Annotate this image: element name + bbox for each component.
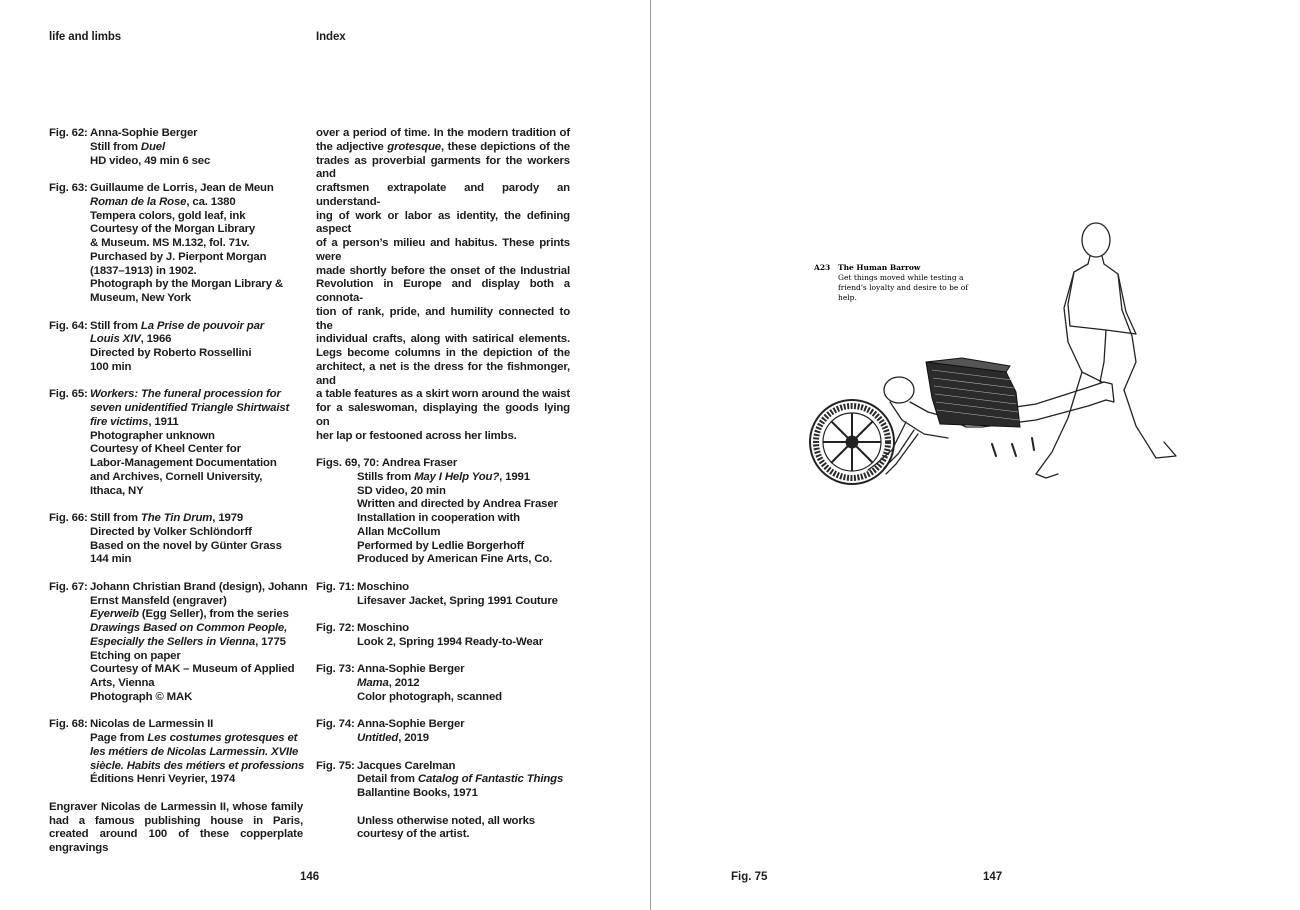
entry-details bbox=[90, 320, 303, 375]
entry-line bbox=[357, 581, 570, 595]
entry-line bbox=[90, 732, 304, 746]
text-run: fire victims bbox=[90, 415, 149, 428]
text-run: Revolution in Europe and display both a connota- bbox=[316, 278, 570, 304]
entry-line bbox=[90, 402, 303, 416]
text-run: Photograph by the Morgan Library & bbox=[90, 278, 283, 291]
text-run: Written and directed by Andrea Fraser bbox=[357, 498, 558, 511]
text-run: 100 min bbox=[90, 360, 132, 373]
text-run: (Egg Seller), from the series bbox=[138, 608, 289, 621]
text-run: Stills from bbox=[357, 470, 415, 483]
text-run: a table features as a skirt worn around the waist bbox=[316, 388, 570, 401]
text-run: Duel bbox=[140, 140, 165, 153]
figure-label bbox=[49, 512, 90, 567]
figure-number: Fig. 66: bbox=[49, 512, 88, 524]
text-run: Look 2, Spring 1994 Ready-to-Wear bbox=[357, 635, 543, 648]
entry-details bbox=[357, 581, 570, 609]
entry-line bbox=[90, 608, 308, 622]
text-run: 144 min bbox=[90, 553, 132, 566]
figure-number: Figs. 69, 70: bbox=[316, 457, 380, 469]
figure-number: Fig. 73: bbox=[316, 663, 355, 676]
text-run: Based on the novel by Günter Grass bbox=[90, 539, 282, 552]
index-entry bbox=[316, 760, 570, 801]
text-run: , 1991 bbox=[499, 470, 530, 483]
paragraph-line bbox=[316, 265, 570, 279]
index-column-1 bbox=[49, 127, 308, 870]
paragraph-line bbox=[316, 430, 570, 444]
text-run: Roman de la Rose bbox=[90, 195, 187, 208]
text-run: Moschino bbox=[357, 580, 409, 593]
entry-line bbox=[90, 155, 303, 169]
text-run: over a period of time. In the modern tradition of bbox=[316, 127, 570, 139]
index-entry bbox=[316, 581, 570, 609]
entry-details bbox=[357, 760, 570, 801]
text-run: Detail from bbox=[357, 773, 418, 786]
standing-man-drawing bbox=[1036, 223, 1176, 478]
text-run: Les costumes grotesques et bbox=[147, 732, 298, 744]
figure-label bbox=[316, 457, 570, 471]
text-run: craftsmen extrapolate and parody an understand- bbox=[316, 182, 570, 208]
entry-line bbox=[90, 278, 303, 292]
text-run: of a person’s milieu and habitus. These prints were bbox=[316, 237, 570, 263]
text-run: Courtesy of MAK – Museum of Applied bbox=[90, 663, 295, 676]
entry-line bbox=[357, 595, 570, 609]
index-entry bbox=[49, 580, 308, 705]
text-run: The Tin Drum bbox=[140, 512, 213, 524]
entry-details bbox=[90, 182, 303, 306]
entry-line bbox=[357, 677, 570, 691]
figure-label bbox=[316, 581, 357, 609]
text-run: Especially the Sellers in Vienna bbox=[90, 635, 256, 648]
figure-number: Fig. 75: bbox=[316, 759, 355, 772]
entry-line bbox=[357, 760, 570, 774]
text-run: , 1775 bbox=[255, 635, 286, 648]
text-run: Catalog of Fantastic Things bbox=[417, 773, 564, 786]
figure-label bbox=[49, 581, 90, 705]
text-run: Color photograph, scanned bbox=[357, 690, 502, 703]
text-run: made shortly before the onset of the Industrial bbox=[316, 264, 570, 277]
paragraph-line bbox=[316, 306, 570, 334]
entry-line bbox=[90, 223, 303, 237]
index-entry bbox=[316, 718, 570, 746]
text-run: individual crafts, along with satirical elements. bbox=[316, 333, 570, 346]
text-run: Anna-Sophie Berger bbox=[357, 663, 465, 676]
figure-number: Fig. 67: bbox=[49, 580, 88, 593]
index-entry bbox=[316, 457, 570, 567]
entry-line bbox=[90, 265, 303, 279]
figure-label bbox=[316, 718, 357, 746]
entry-line bbox=[357, 471, 570, 485]
text-run: (1837–1913) in 1902. bbox=[90, 264, 197, 277]
entry-line bbox=[90, 512, 303, 526]
entry-line bbox=[357, 485, 570, 499]
entry-line bbox=[90, 388, 303, 402]
paragraph-line bbox=[316, 210, 570, 238]
text-run: ing of work or labor as identity, the defining aspect bbox=[316, 209, 570, 236]
illustration-title: The Human Barrow bbox=[838, 263, 921, 272]
figure-label bbox=[316, 622, 357, 650]
entry-line bbox=[90, 210, 303, 224]
text-run: the adjective bbox=[316, 140, 388, 153]
entry-line bbox=[90, 333, 303, 347]
figure-number: Fig. 65: bbox=[49, 388, 88, 401]
text-run: and Archives, Cornell University, bbox=[90, 470, 263, 483]
running-head-title: life and limbs bbox=[49, 31, 122, 43]
index-paragraph-continued bbox=[316, 127, 570, 443]
text-run: Courtesy of the Morgan Library bbox=[90, 223, 256, 236]
text-run: Directed by Roberto Rossellini bbox=[90, 347, 252, 359]
text-run: Directed by Volker Schlöndorff bbox=[90, 525, 252, 538]
entry-details bbox=[90, 512, 303, 567]
paragraph-line bbox=[316, 141, 570, 155]
entry-line bbox=[90, 485, 303, 499]
figure-label bbox=[49, 182, 90, 306]
illustration-caption-line: Get things moved while testing a bbox=[838, 273, 964, 282]
wheel-drawing bbox=[810, 400, 894, 484]
figure-label bbox=[49, 320, 90, 375]
text-run: , 1966 bbox=[140, 333, 172, 346]
text-run: , 1911 bbox=[148, 415, 179, 428]
text-run: Ithaca, NY bbox=[90, 484, 144, 497]
text-run: , 1979 bbox=[212, 512, 244, 524]
text-run: Tempera colors, gold leaf, ink bbox=[90, 209, 246, 222]
text-run: seven unidentified Triangle Shirtwaist bbox=[90, 402, 290, 414]
text-run: Éditions Henri Veyrier, 1974 bbox=[90, 773, 236, 786]
entry-line bbox=[90, 471, 303, 485]
index-entries bbox=[316, 457, 570, 801]
entry-line bbox=[90, 773, 304, 787]
entry-line bbox=[90, 430, 303, 444]
figure-number: Fig. 63: bbox=[49, 182, 88, 194]
figure-number: Fig. 62: bbox=[49, 127, 88, 139]
entry-line bbox=[357, 512, 570, 526]
text-run: , 2019 bbox=[398, 732, 429, 744]
entry-line bbox=[357, 718, 570, 732]
text-run: Still from bbox=[90, 319, 141, 332]
figure-label bbox=[49, 388, 90, 498]
index-entry bbox=[49, 127, 303, 168]
paragraph-line bbox=[316, 127, 570, 141]
index-column-2 bbox=[316, 127, 570, 842]
text-run: tion of rank, pride, and humility connected to the bbox=[316, 305, 570, 332]
text-run: Still from bbox=[90, 512, 141, 524]
index-entry bbox=[49, 718, 303, 787]
index-entry bbox=[49, 320, 303, 375]
entry-line bbox=[90, 760, 304, 774]
entry-line bbox=[90, 182, 303, 196]
figure-label bbox=[316, 760, 357, 801]
page-number: 147 bbox=[983, 871, 1003, 883]
text-run: & Museum. MS M.132, fol. 71v. bbox=[90, 237, 250, 249]
text-run: Page from bbox=[90, 732, 148, 744]
entry-line bbox=[90, 443, 303, 457]
entry-line bbox=[90, 595, 308, 609]
entry-line bbox=[90, 581, 308, 595]
entry-line bbox=[90, 622, 308, 636]
text-run: grotesque bbox=[387, 140, 441, 153]
entry-line bbox=[90, 691, 308, 705]
text-run: Louis XIV bbox=[90, 333, 141, 346]
figure-number: Fig. 64: bbox=[49, 319, 88, 332]
paragraph-line bbox=[316, 347, 570, 361]
entry-details bbox=[90, 127, 303, 168]
index-paragraph: Engraver Nicolas de Larmessin II, whose family had a famous publishing house in Paris, created around 100 of these copperplate engravings bbox=[49, 800, 303, 854]
entry-author: Andrea Fraser bbox=[381, 457, 458, 469]
entry-line bbox=[357, 732, 570, 746]
figure-caption-label: Fig. 75 bbox=[731, 871, 768, 883]
text-run: Eyerweib bbox=[90, 608, 139, 621]
text-run: , these depictions of the bbox=[440, 140, 570, 153]
box-on-back-drawing bbox=[926, 358, 1020, 427]
entry-line bbox=[90, 746, 304, 760]
entry-line bbox=[90, 141, 303, 155]
figure-label bbox=[49, 127, 90, 168]
entry-line bbox=[90, 416, 303, 430]
entry-line bbox=[357, 553, 570, 567]
illustration-caption-line: help. bbox=[838, 293, 857, 302]
entry-line bbox=[90, 636, 308, 650]
text-run: trades as proverbial garments for the workers and bbox=[316, 154, 570, 181]
running-head-section: Index bbox=[316, 31, 346, 43]
index-entries bbox=[49, 127, 308, 787]
index-entry bbox=[316, 663, 570, 704]
text-run: HD video, 49 min 6 sec bbox=[90, 154, 211, 167]
entry-details bbox=[357, 663, 570, 704]
text-run: SD video, 20 min bbox=[357, 484, 446, 497]
paragraph-line bbox=[316, 361, 570, 389]
entry-line bbox=[90, 677, 308, 691]
text-run: Ernst Mansfeld (engraver) bbox=[90, 594, 227, 607]
text-run: her lap or festooned across her limbs. bbox=[316, 429, 517, 442]
text-run: Courtesy of Kheel Center for bbox=[90, 443, 241, 456]
paragraph-line bbox=[316, 155, 570, 183]
entry-line bbox=[357, 526, 570, 540]
text-run: Purchased by J. Pierpont Morgan bbox=[90, 250, 267, 263]
paragraph-line bbox=[316, 278, 570, 306]
figure-number: Fig. 71: bbox=[316, 580, 355, 593]
text-run: for a saleswoman, displaying the goods lying on bbox=[316, 402, 570, 428]
entry-line bbox=[357, 691, 570, 705]
entry-line bbox=[90, 650, 308, 664]
paragraph-line bbox=[316, 333, 570, 347]
text-run: Arts, Vienna bbox=[90, 677, 155, 689]
text-run: Untitled bbox=[357, 732, 399, 744]
text-run: Workers: The funeral procession for bbox=[90, 388, 281, 401]
text-run: Still from bbox=[90, 140, 141, 153]
figure-number: Fig. 74: bbox=[316, 718, 355, 731]
index-entry bbox=[49, 182, 303, 306]
entry-line bbox=[90, 127, 303, 141]
figure-label bbox=[316, 663, 357, 704]
human-barrow-illustration bbox=[806, 212, 1186, 502]
entry-line bbox=[357, 622, 570, 636]
entry-line bbox=[90, 663, 308, 677]
credits-note-line: Unless otherwise noted, all works bbox=[357, 814, 535, 827]
paragraph-line bbox=[316, 182, 570, 210]
entry-line bbox=[357, 787, 570, 801]
entry-details bbox=[316, 471, 570, 567]
index-entry bbox=[49, 512, 303, 567]
figure-number: Fig. 68: bbox=[49, 718, 88, 731]
illustration-code: A23 bbox=[814, 263, 831, 272]
entry-line bbox=[90, 347, 303, 361]
entry-line bbox=[357, 636, 570, 650]
entry-line bbox=[357, 498, 570, 512]
entry-details bbox=[90, 388, 303, 498]
text-run: Allan McCollum bbox=[357, 525, 441, 538]
text-run: Drawings Based on Common People, bbox=[90, 622, 288, 634]
text-run: Ballantine Books, 1971 bbox=[357, 787, 478, 799]
text-run: Performed by Ledlie Borgerhoff bbox=[357, 539, 525, 552]
entry-details bbox=[357, 622, 570, 650]
entry-line bbox=[90, 540, 303, 554]
text-run: Installation in cooperation with bbox=[357, 512, 520, 524]
index-entry bbox=[49, 388, 303, 498]
entry-line bbox=[90, 718, 304, 732]
entry-line bbox=[90, 361, 303, 375]
entry-line bbox=[90, 457, 303, 471]
text-run: Lifesaver Jacket, Spring 1991 Couture bbox=[357, 594, 558, 607]
index-entry bbox=[316, 622, 570, 650]
text-run: architect, a net is the dress for the fishmonger, and bbox=[316, 360, 570, 387]
text-run: Labor-Management Documentation bbox=[90, 457, 277, 469]
text-run: Photograph © MAK bbox=[90, 690, 193, 703]
entry-line bbox=[90, 196, 303, 210]
text-run: Anna-Sophie Berger bbox=[357, 718, 465, 731]
text-run: , 2012 bbox=[388, 677, 420, 689]
entry-details bbox=[90, 718, 304, 787]
entry-details bbox=[357, 718, 570, 746]
entry-line bbox=[90, 292, 303, 306]
text-run: Mama bbox=[357, 677, 389, 689]
illustration-caption-line: friend's loyalty and desire to be of bbox=[838, 283, 968, 292]
entry-line bbox=[90, 553, 303, 567]
text-run: Legs become columns in the depiction of the bbox=[316, 347, 570, 359]
paragraph-line bbox=[316, 388, 570, 402]
entry-line bbox=[90, 237, 303, 251]
entry-details bbox=[90, 581, 308, 705]
text-run: May I Help You? bbox=[414, 470, 500, 483]
page-number: 146 bbox=[300, 871, 320, 883]
text-run: La Prise de pouvoir par bbox=[140, 319, 265, 332]
text-run: Moschino bbox=[357, 622, 409, 634]
text-run: , ca. 1380 bbox=[186, 195, 236, 208]
text-run: Anna-Sophie Berger bbox=[90, 127, 198, 139]
text-run: Museum, New York bbox=[90, 292, 191, 304]
text-run: Johann Christian Brand (design), Johann bbox=[90, 580, 308, 593]
text-run: Nicolas de Larmessin II bbox=[90, 718, 214, 731]
entry-line bbox=[357, 663, 570, 677]
credits-note bbox=[316, 815, 570, 843]
entry-line bbox=[90, 526, 303, 540]
text-run: les métiers de Nicolas Larmessin. XVIIe bbox=[90, 745, 299, 758]
credits-note-line: courtesy of the artist. bbox=[357, 828, 470, 841]
text-run: Etching on paper bbox=[90, 649, 181, 662]
text-run: Guillaume de Lorris, Jean de Meun bbox=[90, 182, 274, 194]
entry-line bbox=[357, 773, 570, 787]
text-run: Photographer unknown bbox=[90, 429, 215, 442]
entry-line bbox=[90, 320, 303, 334]
paragraph-line bbox=[316, 402, 570, 430]
paragraph-line bbox=[316, 237, 570, 265]
right-page bbox=[651, 0, 1300, 910]
text-run: Produced by American Fine Arts, Co. bbox=[357, 553, 553, 566]
entry-line bbox=[90, 251, 303, 265]
figure-label bbox=[49, 718, 90, 787]
figure-number: Fig. 72: bbox=[316, 622, 355, 634]
text-run: Jacques Carelman bbox=[357, 759, 456, 772]
text-run: siècle. Habits des métiers et professions bbox=[90, 759, 305, 772]
entry-line bbox=[357, 540, 570, 554]
